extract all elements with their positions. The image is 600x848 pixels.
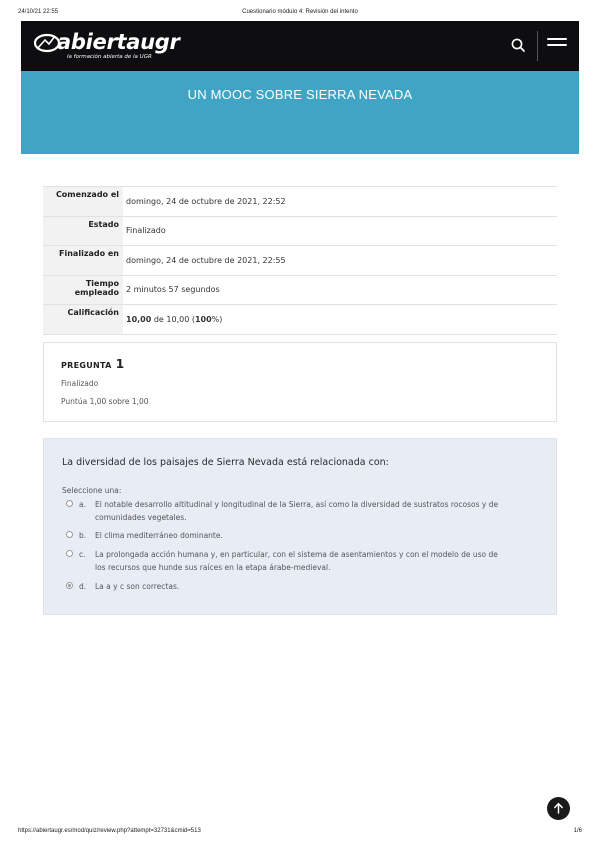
answer-option-d xyxy=(66,580,506,593)
question-text: La diversidad de los paisajes de Sierra Nevada está relacionada con: xyxy=(62,457,389,468)
radio-button[interactable] xyxy=(66,531,73,538)
answer-option-c xyxy=(66,548,506,574)
answer-option-a xyxy=(66,498,506,524)
summary-value: domingo, 24 de octubre de 2021, 22:52 xyxy=(126,196,286,206)
option-text: La prolongada acción humana y, en particular, con el sistema de asentamientos y con el modelo de uso de los recursos que hunde sus raíces en la etapa árabe-medieval. xyxy=(95,550,498,572)
summary-row-grade xyxy=(43,305,557,335)
summary-label: Comenzado el xyxy=(43,187,123,216)
attempt-summary-table xyxy=(43,186,557,335)
summary-row-finished xyxy=(43,246,557,276)
navbar-divider xyxy=(537,31,538,61)
grade-score: 10,00 xyxy=(126,314,152,324)
print-footer xyxy=(18,828,582,838)
question-content-panel xyxy=(43,438,557,615)
option-letter: a. xyxy=(79,500,86,509)
answer-option-b xyxy=(66,529,506,542)
print-page-title: Cuestionario módulo 4: Revisión del intento xyxy=(242,9,358,15)
summary-row-started xyxy=(43,187,557,217)
summary-row-state xyxy=(43,217,557,247)
grade-end: %) xyxy=(211,314,223,324)
option-text: La a y c son correctas. xyxy=(95,582,180,591)
grade-percent: 100 xyxy=(194,314,212,324)
radio-button[interactable] xyxy=(66,550,73,557)
logo-text: abiertaugr xyxy=(57,30,180,54)
arrow-up-icon xyxy=(553,802,564,814)
option-letter: c. xyxy=(79,550,86,559)
option-text: El notable desarrollo altitudinal y longitudinal de la Sierra, así como la diversidad de sustratos rocosos y de comunidades vegetales. xyxy=(95,500,499,522)
logo-tagline: la formación abierta de la UGR xyxy=(67,54,152,60)
back-to-top-button[interactable] xyxy=(547,797,570,820)
search-icon[interactable] xyxy=(510,37,526,53)
hamburger-menu-icon[interactable] xyxy=(547,38,567,52)
print-page-number: 1/6 xyxy=(573,828,582,834)
summary-value: domingo, 24 de octubre de 2021, 22:55 xyxy=(126,255,286,265)
summary-value: Finalizado xyxy=(126,226,166,236)
course-title: UN MOOC SOBRE SIERRA NEVADA xyxy=(187,87,413,102)
site-logo[interactable] xyxy=(33,29,183,65)
print-url: https://abiertaugr.es/mod/quiz/review.php?attempt=32731&cmid=513 xyxy=(18,828,201,834)
question-info-panel xyxy=(43,342,557,422)
question-label: PREGUNTA xyxy=(61,361,112,370)
question-state: Finalizado xyxy=(61,379,99,388)
question-number xyxy=(61,357,124,371)
summary-label: Finalizado en xyxy=(43,246,123,275)
summary-value xyxy=(123,305,557,334)
option-text: El clima mediterráneo dominante. xyxy=(95,531,223,540)
course-banner xyxy=(21,71,579,154)
summary-value: 2 minutos 57 segundos xyxy=(126,285,220,295)
summary-label: Estado xyxy=(43,217,123,246)
site-navbar xyxy=(21,21,579,71)
summary-label: Tiempo empleado xyxy=(43,276,123,305)
summary-row-time xyxy=(43,276,557,306)
radio-button-selected[interactable] xyxy=(66,582,73,589)
question-number-value: 1 xyxy=(115,357,125,371)
radio-button[interactable] xyxy=(66,500,73,507)
question-mark: Puntúa 1,00 sobre 1,00 xyxy=(61,397,149,406)
print-header xyxy=(18,9,582,19)
option-letter: d. xyxy=(79,582,87,591)
grade-mid: de 10,00 ( xyxy=(151,314,195,324)
option-letter: b. xyxy=(79,531,87,540)
summary-label: Calificación xyxy=(43,305,123,334)
answer-prompt: Seleccione una: xyxy=(62,486,122,495)
print-datetime: 24/10/21 22:55 xyxy=(18,9,59,15)
